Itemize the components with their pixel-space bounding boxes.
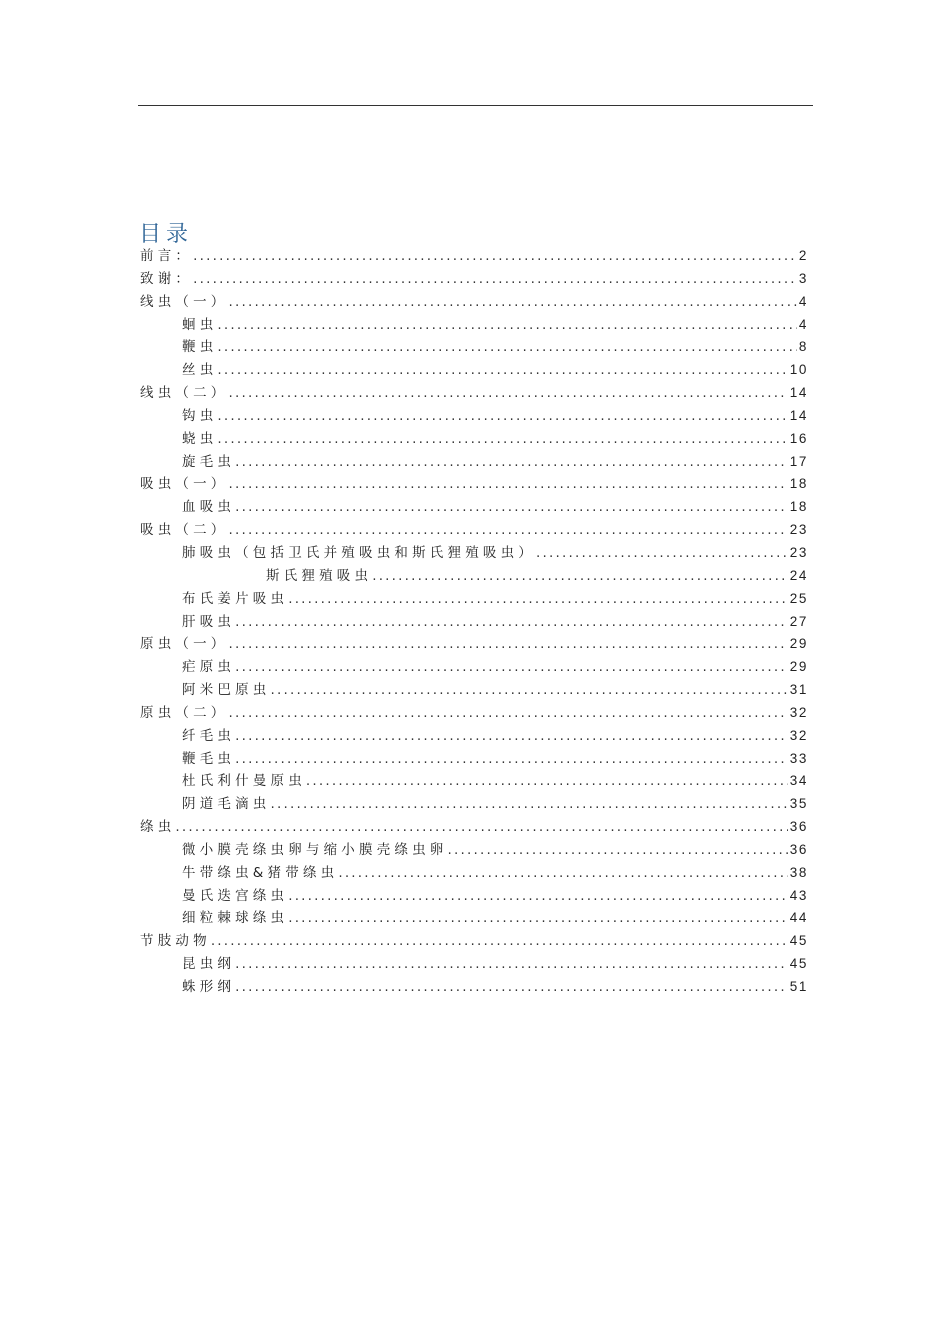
toc-page-number: 45 <box>789 956 808 972</box>
toc-entry-label: 吸虫（二） <box>140 522 229 539</box>
dot-leader <box>235 496 788 519</box>
toc-entry-label: 钩虫 <box>182 407 218 424</box>
toc-entry-label: 吸虫（一） <box>140 476 229 493</box>
toc-page-number: 8 <box>798 339 808 355</box>
toc-page-number: 44 <box>789 910 808 926</box>
toc-page-number: 23 <box>789 522 808 538</box>
toc-entry-label: 疟原虫 <box>182 659 236 676</box>
toc-entry[interactable] <box>140 679 808 702</box>
toc-entry-label: 旋毛虫 <box>182 453 236 470</box>
toc-entry[interactable] <box>140 793 808 816</box>
toc-entry[interactable] <box>140 702 808 725</box>
toc-entry-label: 蛔虫 <box>182 316 218 333</box>
toc-entry-label: 蛛形纲 <box>182 979 236 995</box>
toc-page-number: 32 <box>789 727 808 743</box>
dot-leader <box>229 382 788 405</box>
toc-entry-label: 牛带绦虫&猪带绦虫 <box>182 864 339 881</box>
toc-entry-label: 原虫（二） <box>140 704 229 721</box>
toc-entry-label: 线虫（一） <box>140 293 229 310</box>
toc-page-number: 32 <box>789 704 808 720</box>
toc-entry[interactable] <box>140 473 808 496</box>
toc-page-number: 16 <box>789 430 808 446</box>
dot-leader <box>271 793 788 816</box>
dot-leader <box>217 405 787 428</box>
toc-entry-label: 鞭虫 <box>182 339 218 356</box>
toc-entry[interactable] <box>140 816 808 839</box>
toc-entry-label: 血吸虫 <box>182 499 236 516</box>
toc-entry-label: 阿米巴原虫 <box>182 682 271 699</box>
toc-entry[interactable] <box>140 382 808 405</box>
toc-entry-label: 绦虫 <box>140 819 176 836</box>
toc-entry[interactable] <box>140 611 808 634</box>
toc-page-number: 17 <box>789 453 808 469</box>
dot-leader <box>229 473 788 496</box>
dot-leader <box>306 770 788 793</box>
toc-entry[interactable] <box>140 428 808 451</box>
toc-page-number: 29 <box>789 659 808 675</box>
toc-page-number: 29 <box>789 636 808 652</box>
toc-entry[interactable] <box>140 314 808 337</box>
dot-leader <box>193 245 797 268</box>
toc-entry[interactable] <box>140 565 808 588</box>
toc-entry-label: 曼氏迭宫绦虫 <box>182 887 289 904</box>
toc-entry[interactable] <box>140 359 808 382</box>
toc-entry-label: 丝虫 <box>182 362 218 379</box>
toc-entry[interactable] <box>140 496 808 519</box>
dot-leader <box>229 633 788 656</box>
toc-entry[interactable] <box>140 656 808 679</box>
dot-leader <box>235 953 788 976</box>
dot-leader <box>338 862 787 885</box>
toc-entry[interactable] <box>140 885 808 908</box>
toc-entry-label: 微小膜壳绦虫卵与缩小膜壳绦虫卵 <box>182 841 448 858</box>
toc-entry[interactable] <box>140 930 808 953</box>
toc-title: 目录 <box>139 221 194 247</box>
toc-page-number: 23 <box>789 544 808 560</box>
toc-page-number: 34 <box>789 773 808 789</box>
toc-page-number: 4 <box>798 293 808 309</box>
toc-page-number: 24 <box>789 567 808 583</box>
toc-entry-label: 杜氏利什曼原虫 <box>182 773 306 790</box>
toc-entry[interactable] <box>140 542 808 565</box>
toc-entry[interactable] <box>140 748 808 771</box>
toc-entry-label: 肺吸虫（包括卫氏并殖吸虫和斯氏狸殖吸虫） <box>182 544 536 561</box>
dot-leader <box>175 816 787 839</box>
toc-page-number: 45 <box>789 933 808 949</box>
toc-page-number: 36 <box>789 819 808 835</box>
toc-entry[interactable] <box>140 268 808 291</box>
toc-entry-label: 昆虫纲 <box>182 956 236 973</box>
toc-page-number: 43 <box>789 887 808 903</box>
dot-leader <box>235 976 788 999</box>
toc-entry-label: 前言： <box>140 248 194 264</box>
dot-leader <box>536 542 788 565</box>
toc-entry[interactable] <box>140 245 808 268</box>
toc-page-number: 14 <box>789 385 808 401</box>
dot-leader <box>229 702 788 725</box>
toc-entry[interactable] <box>140 862 808 885</box>
toc-entry[interactable] <box>140 725 808 748</box>
dot-leader <box>448 839 788 862</box>
dot-leader <box>229 519 788 542</box>
toc-entry-label: 蛲虫 <box>182 430 218 447</box>
toc-page-number: 33 <box>789 750 808 766</box>
toc-entry-label: 线虫（二） <box>140 385 229 402</box>
toc-entry[interactable] <box>140 839 808 862</box>
dot-leader <box>288 588 788 611</box>
dot-leader <box>288 907 788 930</box>
toc-page-number: 31 <box>789 682 808 698</box>
toc-entry-label: 节肢动物 <box>140 933 211 950</box>
dot-leader <box>229 291 797 314</box>
toc-page-number: 10 <box>789 362 808 378</box>
dot-leader <box>235 611 788 634</box>
toc-page-number: 18 <box>789 476 808 492</box>
toc-entry-label: 布氏姜片吸虫 <box>182 590 289 607</box>
toc-page-number: 18 <box>789 499 808 515</box>
toc-entry-label: 原虫（一） <box>140 636 229 653</box>
toc-page-number: 4 <box>798 316 808 332</box>
dot-leader <box>288 885 788 908</box>
toc-entry[interactable] <box>140 519 808 542</box>
toc-entry-label: 阴道毛滴虫 <box>182 796 271 813</box>
dot-leader <box>217 428 787 451</box>
toc-list <box>140 245 808 999</box>
toc-entry[interactable] <box>140 405 808 428</box>
dot-leader <box>235 748 788 771</box>
dot-leader <box>271 679 788 702</box>
toc-entry[interactable] <box>140 633 808 656</box>
toc-entry-label: 鞭毛虫 <box>182 750 236 767</box>
dot-leader <box>235 451 788 474</box>
header-rule <box>138 105 813 106</box>
toc-page-number: 35 <box>789 796 808 812</box>
toc-entry[interactable] <box>140 953 808 976</box>
dot-leader <box>372 565 788 588</box>
toc-entry-label: 肝吸虫 <box>182 613 236 630</box>
toc-entry-label: 纤毛虫 <box>182 727 236 744</box>
toc-page-number: 3 <box>798 270 808 286</box>
toc-entry[interactable] <box>140 770 808 793</box>
toc-entry[interactable] <box>140 907 808 930</box>
dot-leader <box>217 314 796 337</box>
toc-page-number: 2 <box>798 248 808 263</box>
toc-entry-label: 致谢： <box>140 270 194 287</box>
toc-entry[interactable] <box>140 291 808 314</box>
toc-entry[interactable] <box>140 451 808 474</box>
dot-leader <box>217 359 787 382</box>
toc-entry-label: 斯氏狸殖吸虫 <box>266 567 373 584</box>
dot-leader <box>235 725 788 748</box>
toc-entry[interactable] <box>140 588 808 611</box>
dot-leader <box>193 268 797 291</box>
toc-entry[interactable] <box>140 976 808 999</box>
toc-entry[interactable] <box>140 336 808 359</box>
dot-leader <box>235 656 788 679</box>
toc-page-number: 27 <box>789 613 808 629</box>
toc-page-number: 51 <box>789 979 808 994</box>
toc-page-number: 14 <box>789 407 808 423</box>
toc-page-number: 38 <box>789 864 808 880</box>
toc-page-number: 36 <box>789 841 808 857</box>
toc-entry-label: 细粒棘球绦虫 <box>182 910 289 927</box>
dot-leader <box>217 336 796 359</box>
dot-leader <box>211 930 788 953</box>
toc-page-number: 25 <box>789 590 808 606</box>
